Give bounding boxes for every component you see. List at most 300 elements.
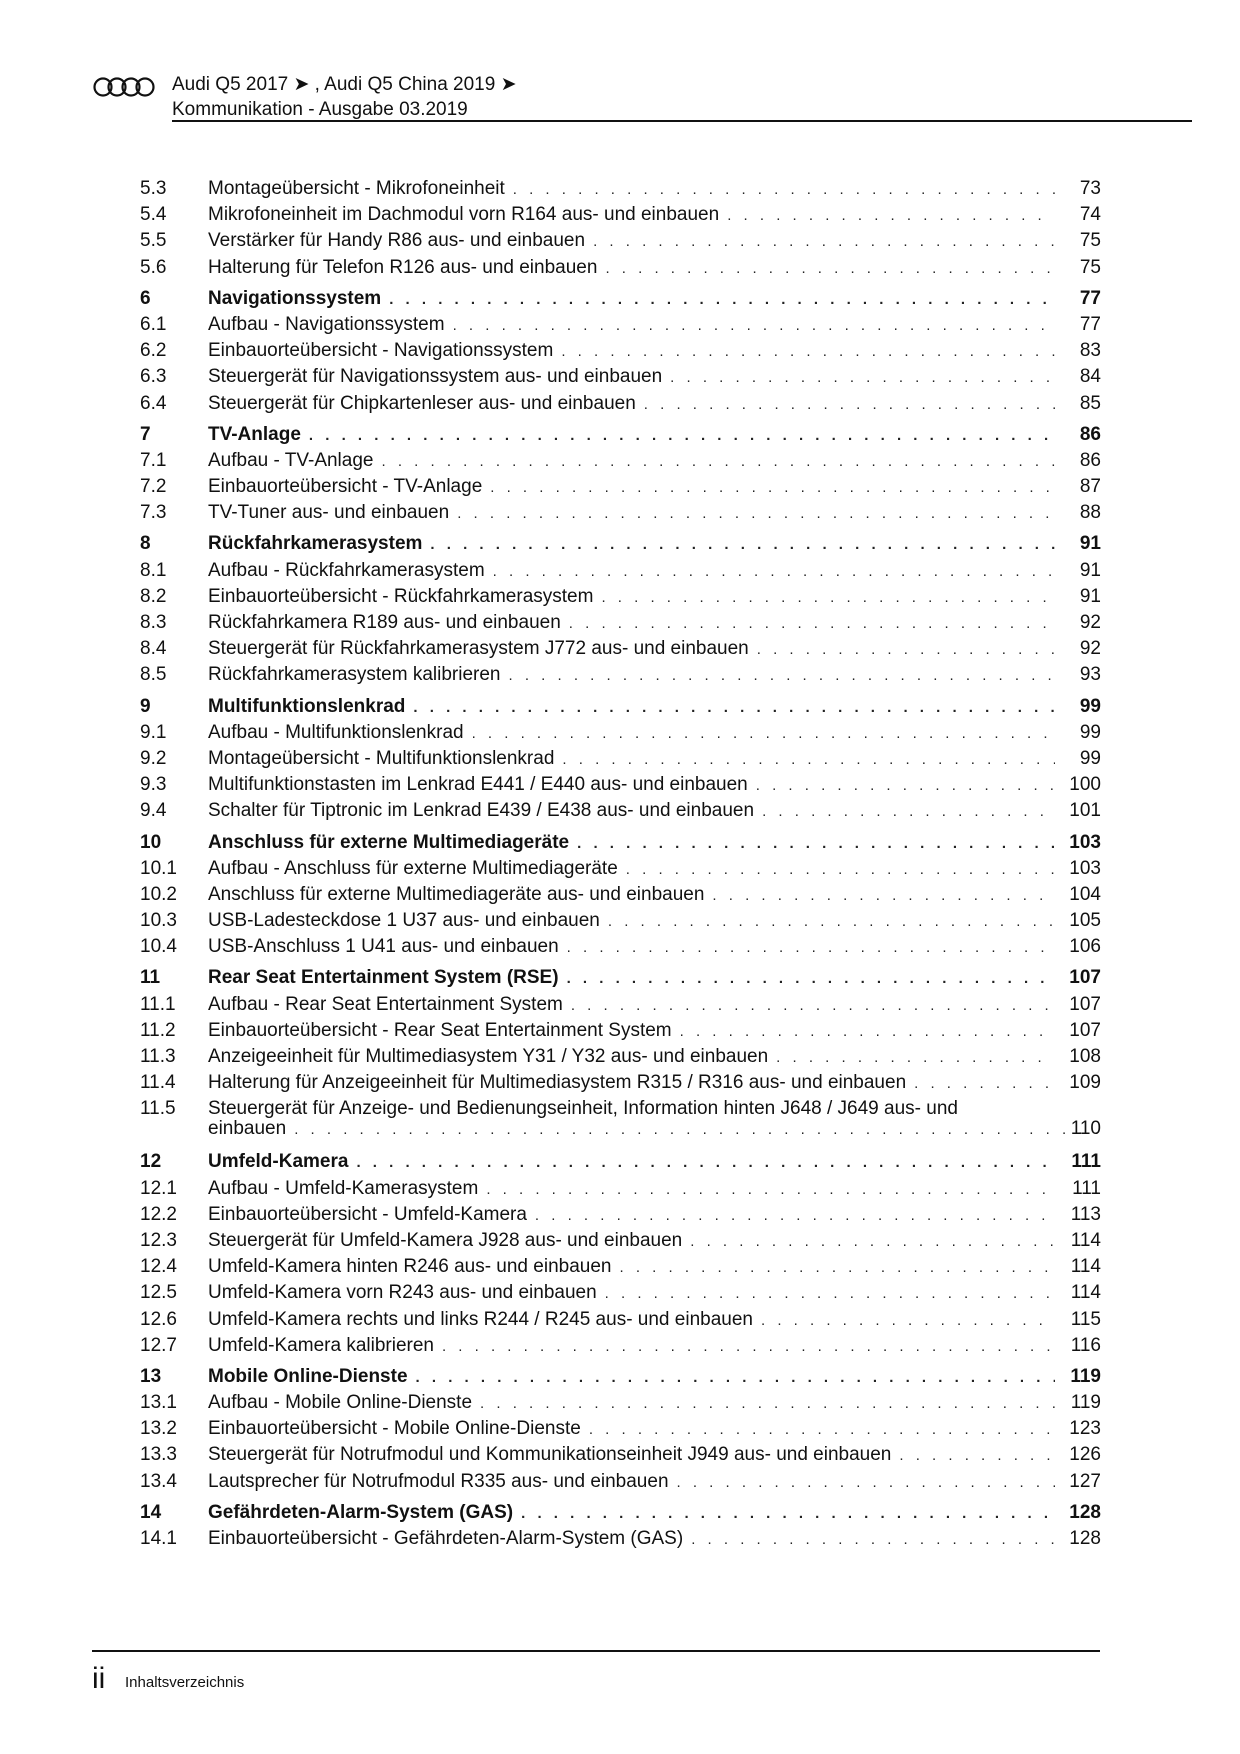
toc-entry-row[interactable] [140,474,1101,500]
toc-entry-page: 92 [1079,612,1101,633]
toc-entry [208,338,1101,365]
toc-entry-page: 99 [1079,695,1101,717]
footer-section-label: Inhaltsverzeichnis [125,1674,245,1691]
toc-entry-title: Steuergerät für Umfeld-Kamera J928 aus- und einbauen [208,1229,683,1251]
toc-leader-dots [914,1071,1055,1097]
toc-entry-title: Rückfahrkamerasystem [208,533,423,555]
toc-entry-row[interactable] [140,1442,1101,1468]
toc-entry [208,584,1101,611]
toc-entry [208,965,1101,992]
toc-entry-row[interactable] [140,1469,1101,1495]
toc-leader-dots [430,532,1055,558]
toc-entry-title: Halterung für Telefon R126 aus- und einbauen [208,256,598,278]
toc-entry [208,1442,1101,1469]
toc-entry [208,255,1101,282]
toc-leader-dots [490,475,1055,501]
toc-entry-number: 9.2 [140,747,167,769]
toc-entry-number: 6.3 [140,366,167,388]
toc-entry [208,1416,1101,1443]
header-divider [172,120,1192,122]
toc-entry-page: 123 [1069,1418,1101,1440]
toc-entry-title-continued: einbauen [208,1118,287,1140]
toc-entry-title: Einbauorteübersicht - Rear Seat Entertainment System [208,1019,672,1041]
toc-entry-page: 100 [1069,774,1101,796]
toc-leader-dots [486,1177,1055,1203]
toc-leader-dots [309,423,1055,449]
toc-entry-row[interactable] [140,908,1101,934]
toc-leader-dots [756,773,1055,799]
toc-entry-title: TV-Tuner aus- und einbauen [208,502,450,524]
toc-entry [208,1500,1101,1527]
toc-entry-number: 13.2 [140,1418,177,1440]
toc-entry-title: Lautsprecher für Notrufmodul R335 aus- und einbauen [208,1470,669,1492]
toc-entry [208,558,1101,585]
toc-entry-page: 85 [1079,392,1101,414]
toc-entry-row[interactable] [140,720,1101,746]
toc-entry-page: 107 [1069,967,1101,989]
toc-entry-title: Umfeld-Kamera rechts und links R244 / R245 aus- und einbauen [208,1308,753,1330]
toc-entry-title: Schalter für Tiptronic im Lenkrad E439 / E438 aus- und einbauen [208,800,755,822]
toc-leader-dots [562,747,1055,773]
toc-entry-number: 10.3 [140,910,177,932]
toc-entry-row[interactable] [140,312,1101,338]
toc-chapter-row[interactable] [140,1364,1101,1390]
toc-leader-dots [567,966,1055,992]
toc-entry-number: 8 [140,533,151,555]
toc-entry-row[interactable] [140,448,1101,474]
toc-entry [208,1390,1101,1417]
toc-leader-dots [677,1470,1055,1496]
toc-entry-title: Einbauorteübersicht - Mobile Online-Dienste [208,1418,581,1440]
toc-leader-dots [619,1255,1055,1281]
toc-entry-row[interactable] [140,202,1101,228]
toc-entry [208,772,1101,799]
toc-entry-page: 87 [1079,476,1101,498]
toc-entry-page: 108 [1069,1046,1101,1067]
toc-chapter-row[interactable] [140,1149,1101,1175]
toc-leader-dots [413,695,1055,721]
toc-chapter-row[interactable] [140,694,1101,720]
toc-entry-number: 8.4 [140,638,167,660]
toc-entry-row[interactable] [140,610,1101,636]
toc-entry-row[interactable] [140,1228,1101,1254]
toc-entry-number: 11.2 [140,1019,176,1041]
toc-entry-title: Montageübersicht - Multifunktionslenkrad [208,747,555,769]
toc-entry-page: 115 [1070,1308,1101,1330]
toc-entry-row[interactable] [140,1390,1101,1416]
toc-entry-row[interactable] [140,558,1101,584]
toc-entry-page: 103 [1069,831,1101,853]
toc-entry [208,448,1101,475]
toc-entry-row[interactable] [140,500,1101,526]
toc-leader-dots [521,1501,1055,1527]
toc-entry [208,934,1101,961]
toc-entry-row[interactable] [140,636,1101,662]
toc-chapter-row[interactable] [140,830,1101,856]
toc-entry-title: Aufbau - Rear Seat Entertainment System [208,993,563,1015]
toc-entry [208,636,1101,663]
toc-entry-page: 126 [1069,1444,1101,1466]
toc-entry-page: 109 [1069,1072,1101,1094]
toc-entry-page: 88 [1079,502,1101,524]
toc-entry-page: 113 [1070,1203,1101,1225]
toc-entry-number: 12 [140,1151,162,1173]
toc-leader-dots [294,1117,1101,1143]
toc-leader-dots [899,1443,1055,1469]
toc-entry-number: 11.4 [140,1072,176,1094]
toc-entry-number: 9 [140,695,151,717]
toc-entry-row[interactable] [140,1333,1101,1359]
toc-leader-dots [691,1527,1055,1553]
toc-entry-title: Aufbau - Navigationssystem [208,313,445,335]
toc-entry-page: 111 [1071,1151,1101,1173]
toc-entry-row[interactable] [140,255,1101,281]
toc-entry-page: 92 [1079,638,1101,660]
toc-entry [208,830,1101,857]
footer-divider [92,1650,1100,1652]
toc-entry-number: 9.3 [140,774,167,796]
toc-entry [208,694,1101,721]
toc-leader-dots [589,1417,1055,1443]
toc-entry-page: 74 [1079,204,1101,226]
toc-entry [208,856,1101,883]
toc-entry [208,312,1101,339]
toc-entry [208,364,1101,391]
toc-leader-dots [561,339,1055,365]
toc-entry-number: 8.5 [140,664,167,686]
toc-entry-title: Einbauorteübersicht - Navigationssystem [208,340,554,362]
toc-entry [208,1070,1101,1097]
toc-entry-title: Aufbau - Multifunktionslenkrad [208,721,464,743]
toc-entry-row[interactable] [140,772,1101,798]
toc-entry-row[interactable] [140,584,1101,610]
toc-entry-number: 5.5 [140,230,167,252]
toc-entry-title: Verstärker für Handy R86 aus- und einbauen [208,230,586,252]
toc-entry-title: Anschluss für externe Multimediageräte aus- und einbauen [208,883,705,905]
toc-entry-row[interactable] [140,934,1101,960]
toc-leader-dots [605,256,1055,282]
toc-entry [208,720,1101,747]
toc-entry-row[interactable] [140,228,1101,254]
toc-entry-page: 103 [1069,857,1101,879]
toc-entry [208,1149,1101,1176]
toc-entry-page: 99 [1079,721,1101,743]
toc-entry-number: 6 [140,287,151,309]
toc-entry-page: 114 [1070,1229,1101,1251]
toc-entry-title: Umfeld-Kamera [208,1151,349,1173]
toc-entry-page: 73 [1079,178,1101,199]
toc-entry-row[interactable] [140,364,1101,390]
toc-entry-title: Rear Seat Entertainment System (RSE) [208,967,559,989]
toc-leader-dots [757,637,1055,663]
toc-entry-page: 75 [1079,256,1101,278]
toc-entry [208,1333,1101,1360]
toc-leader-dots [762,799,1055,825]
toc-entry [208,422,1101,449]
toc-leader-dots [571,993,1055,1019]
toc-entry-title: Mikrofoneinheit im Dachmodul vorn R164 aus- und einbauen [208,204,720,226]
toc-leader-dots [356,1150,1055,1176]
toc-entry [208,1228,1101,1255]
toc-chapter-row[interactable] [140,286,1101,312]
toc-entry [208,474,1101,501]
toc-leader-dots [509,663,1056,689]
toc-entry-page: 107 [1069,1019,1101,1041]
toc-entry-page: 91 [1079,533,1101,555]
toc-entry-page: 119 [1070,1365,1101,1387]
toc-entry-title: Steuergerät für Navigationssystem aus- und einbauen [208,366,663,388]
toc-leader-dots [712,883,1055,909]
toc-entry-title: Aufbau - Umfeld-Kamerasystem [208,1177,479,1199]
toc-entry-page: 84 [1079,366,1101,388]
toc-entry-row[interactable] [140,662,1101,688]
toc-entry-title: Rückfahrkamerasystem kalibrieren [208,664,501,686]
toc-entry [208,1526,1101,1553]
toc-entry [208,1254,1101,1281]
toc-entry [208,228,1101,255]
toc-entry-number: 12.2 [140,1203,177,1225]
toc-entry-row[interactable] [140,1096,1101,1144]
header-title: Audi Q5 2017 ➤ , Audi Q5 China 2019 ➤ [172,74,517,95]
toc-entry-title: Aufbau - TV-Anlage [208,449,374,471]
toc-entry-number: 10 [140,831,162,853]
toc-entry-title: Mobile Online-Dienste [208,1365,408,1387]
toc-entry-row[interactable] [140,1044,1101,1070]
footer-page-number: ii [92,1662,106,1695]
toc-entry [208,1469,1101,1496]
toc-leader-dots [690,1229,1055,1255]
toc-entry-title: Multifunktionstasten im Lenkrad E441 / E440 aus- und einbauen [208,774,748,796]
toc-entry-number: 14.1 [140,1528,177,1549]
toc-entry-number: 5.6 [140,256,167,278]
toc-entry-title: Umfeld-Kamera kalibrieren [208,1334,434,1356]
toc-leader-dots [569,611,1055,637]
toc-leader-dots [644,392,1055,418]
toc-entry-page: 91 [1079,585,1101,607]
toc-leader-dots [626,857,1055,883]
toc-entry-number: 12.4 [140,1256,177,1278]
toc-entry-number: 13.1 [140,1392,177,1414]
toc-entry-page: 116 [1070,1334,1101,1356]
toc-entry-page: 77 [1079,313,1101,335]
toc-leader-dots [577,831,1055,857]
toc-entry-row[interactable] [140,992,1101,1018]
audi-rings-logo-icon [92,76,156,98]
toc-leader-dots [567,935,1055,961]
toc-entry-row[interactable] [140,798,1101,824]
toc-entry-number: 6.4 [140,392,167,414]
toc-entry-page: 77 [1079,287,1101,309]
toc-entry-number: 5.3 [140,178,167,199]
toc-entry-number: 10.2 [140,883,177,905]
toc-entry [208,1280,1101,1307]
toc-chapter-row[interactable] [140,531,1101,557]
toc-entry [208,391,1101,418]
toc-entry-row[interactable] [140,338,1101,364]
toc-entry [208,992,1101,1019]
toc-leader-dots [601,585,1055,611]
toc-entry-page: 106 [1069,936,1101,958]
toc-entry-page: 127 [1069,1470,1101,1492]
toc-entry-title: Einbauorteübersicht - Umfeld-Kamera [208,1203,527,1225]
toc-leader-dots [493,559,1055,585]
toc-entry-title: USB-Anschluss 1 U41 aus- und einbauen [208,936,559,958]
toc-leader-dots [680,1019,1055,1045]
toc-entry-title: Umfeld-Kamera hinten R246 aus- und einbauen [208,1256,612,1278]
toc-entry-number: 8.2 [140,585,167,607]
toc-leader-dots [605,1281,1055,1307]
toc-entry-number: 10.4 [140,936,177,958]
toc-entry [208,1018,1101,1045]
toc-entry-number: 11.1 [140,993,176,1015]
toc-entry-page: 99 [1079,747,1101,769]
toc-entry-row[interactable] [140,1176,1101,1202]
toc-chapter-row[interactable] [140,422,1101,448]
toc-entry [208,610,1101,637]
toc-entry-title: Einbauorteübersicht - TV-Anlage [208,476,483,498]
toc-chapter-row[interactable] [140,965,1101,991]
toc-entry [208,1202,1101,1229]
toc-entry-number: 12.1 [140,1177,177,1199]
toc-entry-title: Aufbau - Rückfahrkamerasystem [208,559,485,581]
toc-entry [208,882,1101,909]
toc-entry [208,798,1101,825]
toc-entry-number: 7 [140,423,151,445]
toc-entry-number: 12.6 [140,1308,177,1330]
toc-entry-number: 6.2 [140,340,167,362]
toc-entry-title: Steuergerät für Chipkartenleser aus- und einbauen [208,392,636,414]
toc-entry-title: Umfeld-Kamera vorn R243 aus- und einbauen [208,1282,597,1304]
toc-entry [208,500,1101,527]
toc-leader-dots [389,287,1055,313]
toc-entry-page: 114 [1070,1256,1101,1278]
toc-entry-title: Navigationssystem [208,287,382,309]
toc-leader-dots [381,449,1055,475]
toc-entry-page: 91 [1079,559,1101,581]
toc-entry-page: 110 [1070,1118,1101,1140]
toc-leader-dots [761,1308,1055,1334]
toc-entry [208,531,1101,558]
toc-entry-page: 119 [1070,1392,1101,1414]
toc-entry-row[interactable] [140,1254,1101,1280]
toc-entry-number: 8.3 [140,612,167,633]
toc-entry-row[interactable] [140,856,1101,882]
toc-entry-title: Einbauorteübersicht - Rückfahrkamerasystem [208,585,594,607]
toc-leader-dots [453,313,1055,339]
toc-entry-title: Rückfahrkamera R189 aus- und einbauen [208,612,561,633]
toc-entry-number: 6.1 [140,313,167,335]
toc-entry-title: Anschluss für externe Multimediageräte [208,831,570,853]
toc-entry-row[interactable] [140,882,1101,908]
toc-entry-row[interactable] [140,1526,1101,1552]
toc-entry-number: 7.3 [140,502,167,524]
toc-entry-page: 83 [1079,340,1101,362]
toc-entry-number: 12.7 [140,1334,177,1356]
toc-entry-number: 7.1 [140,449,167,471]
toc-leader-dots [593,229,1055,255]
toc-entry-number: 9.1 [140,721,167,743]
toc-leader-dots [416,1365,1055,1391]
toc-entry-page: 128 [1069,1501,1101,1523]
toc-entry-page: 107 [1069,993,1101,1015]
toc-entry-title: USB-Ladesteckdose 1 U37 aus- und einbauen [208,910,600,932]
toc-entry-number: 11.3 [140,1046,176,1067]
toc-entry-title: Einbauorteübersicht - Gefährdeten-Alarm-System (GAS) [208,1528,684,1549]
toc-entry-row[interactable] [140,1280,1101,1306]
toc-leader-dots [670,365,1055,391]
toc-leader-dots [608,909,1055,935]
toc-entry-page: 86 [1079,423,1101,445]
toc-entry-number: 7.2 [140,476,167,498]
toc-entry [208,1307,1101,1334]
toc-entry-row[interactable] [140,746,1101,772]
header-text [172,72,517,122]
toc-entry-row[interactable] [140,1307,1101,1333]
toc-entry-title: Montageübersicht - Mikrofoneinheit [208,178,505,199]
toc-entry-page: 86 [1079,449,1101,471]
toc-entry-number: 14 [140,1501,162,1523]
toc-entry-page: 128 [1069,1528,1101,1549]
toc-chapter-row[interactable] [140,1500,1101,1526]
toc-entry [208,908,1101,935]
toc-entry-page: 111 [1072,1177,1101,1199]
toc-entry-number: 12.3 [140,1229,177,1251]
toc-entry-row[interactable] [140,176,1101,202]
toc-entry-title: Steuergerät für Notrufmodul und Kommunikationseinheit J949 aus- und einbauen [208,1444,892,1466]
toc-entry-number: 9.4 [140,800,167,822]
toc-leader-dots [776,1045,1055,1071]
toc-entry-row[interactable] [140,1018,1101,1044]
toc-entry-number: 13.4 [140,1470,177,1492]
toc-entry-page: 104 [1069,883,1101,905]
toc-entry-title: Aufbau - Anschluss für externe Multimediageräte [208,857,618,879]
toc-entry-title: Steuergerät für Rückfahrkamerasystem J772 aus- und einbauen [208,638,749,660]
toc-entry-number: 8.1 [140,559,167,581]
toc-entry-number: 12.5 [140,1282,177,1304]
toc-leader-dots [480,1391,1055,1417]
header-subtitle: Kommunikation - Ausgabe 03.2019 [172,99,468,120]
toc-entry-number: 13.3 [140,1444,177,1466]
toc-entry-page: 105 [1069,910,1101,932]
toc-entry [208,746,1101,773]
toc-entry [208,202,1101,229]
toc-entry-title: Aufbau - Mobile Online-Dienste [208,1392,473,1414]
toc-entry-page: 114 [1070,1282,1101,1304]
toc-entry-number: 10.1 [140,857,177,879]
toc-leader-dots [727,203,1055,229]
toc-entry-number: 11.5 [140,1098,176,1120]
toc-entry-number: 13 [140,1365,162,1387]
toc-entry-title: Gefährdeten-Alarm-System (GAS) [208,1501,514,1523]
toc-entry-row[interactable] [140,1070,1101,1096]
toc-entry [208,662,1101,689]
toc-entry-page: 93 [1079,664,1101,686]
toc-entry-title: TV-Anlage [208,423,301,445]
toc-leader-dots [442,1334,1055,1360]
toc-entry-title: Anzeigeeinheit für Multimediasystem Y31 / Y32 aus- und einbauen [208,1046,769,1067]
toc-entry-row[interactable] [140,1202,1101,1228]
toc-entry [208,1044,1101,1071]
toc-entry-title: Steuergerät für Anzeige- und Bedienungseinheit, Information hinten J648 / J649 aus- und [208,1098,958,1120]
toc-entry-row[interactable] [140,391,1101,417]
toc-leader-dots [472,721,1055,747]
toc-entry-row[interactable] [140,1416,1101,1442]
toc-entry [208,1176,1101,1203]
toc-leader-dots [513,177,1055,203]
toc-entry-title: Multifunktionslenkrad [208,695,406,717]
toc-entry-page: 101 [1069,800,1101,822]
table-of-contents [140,176,1101,1552]
